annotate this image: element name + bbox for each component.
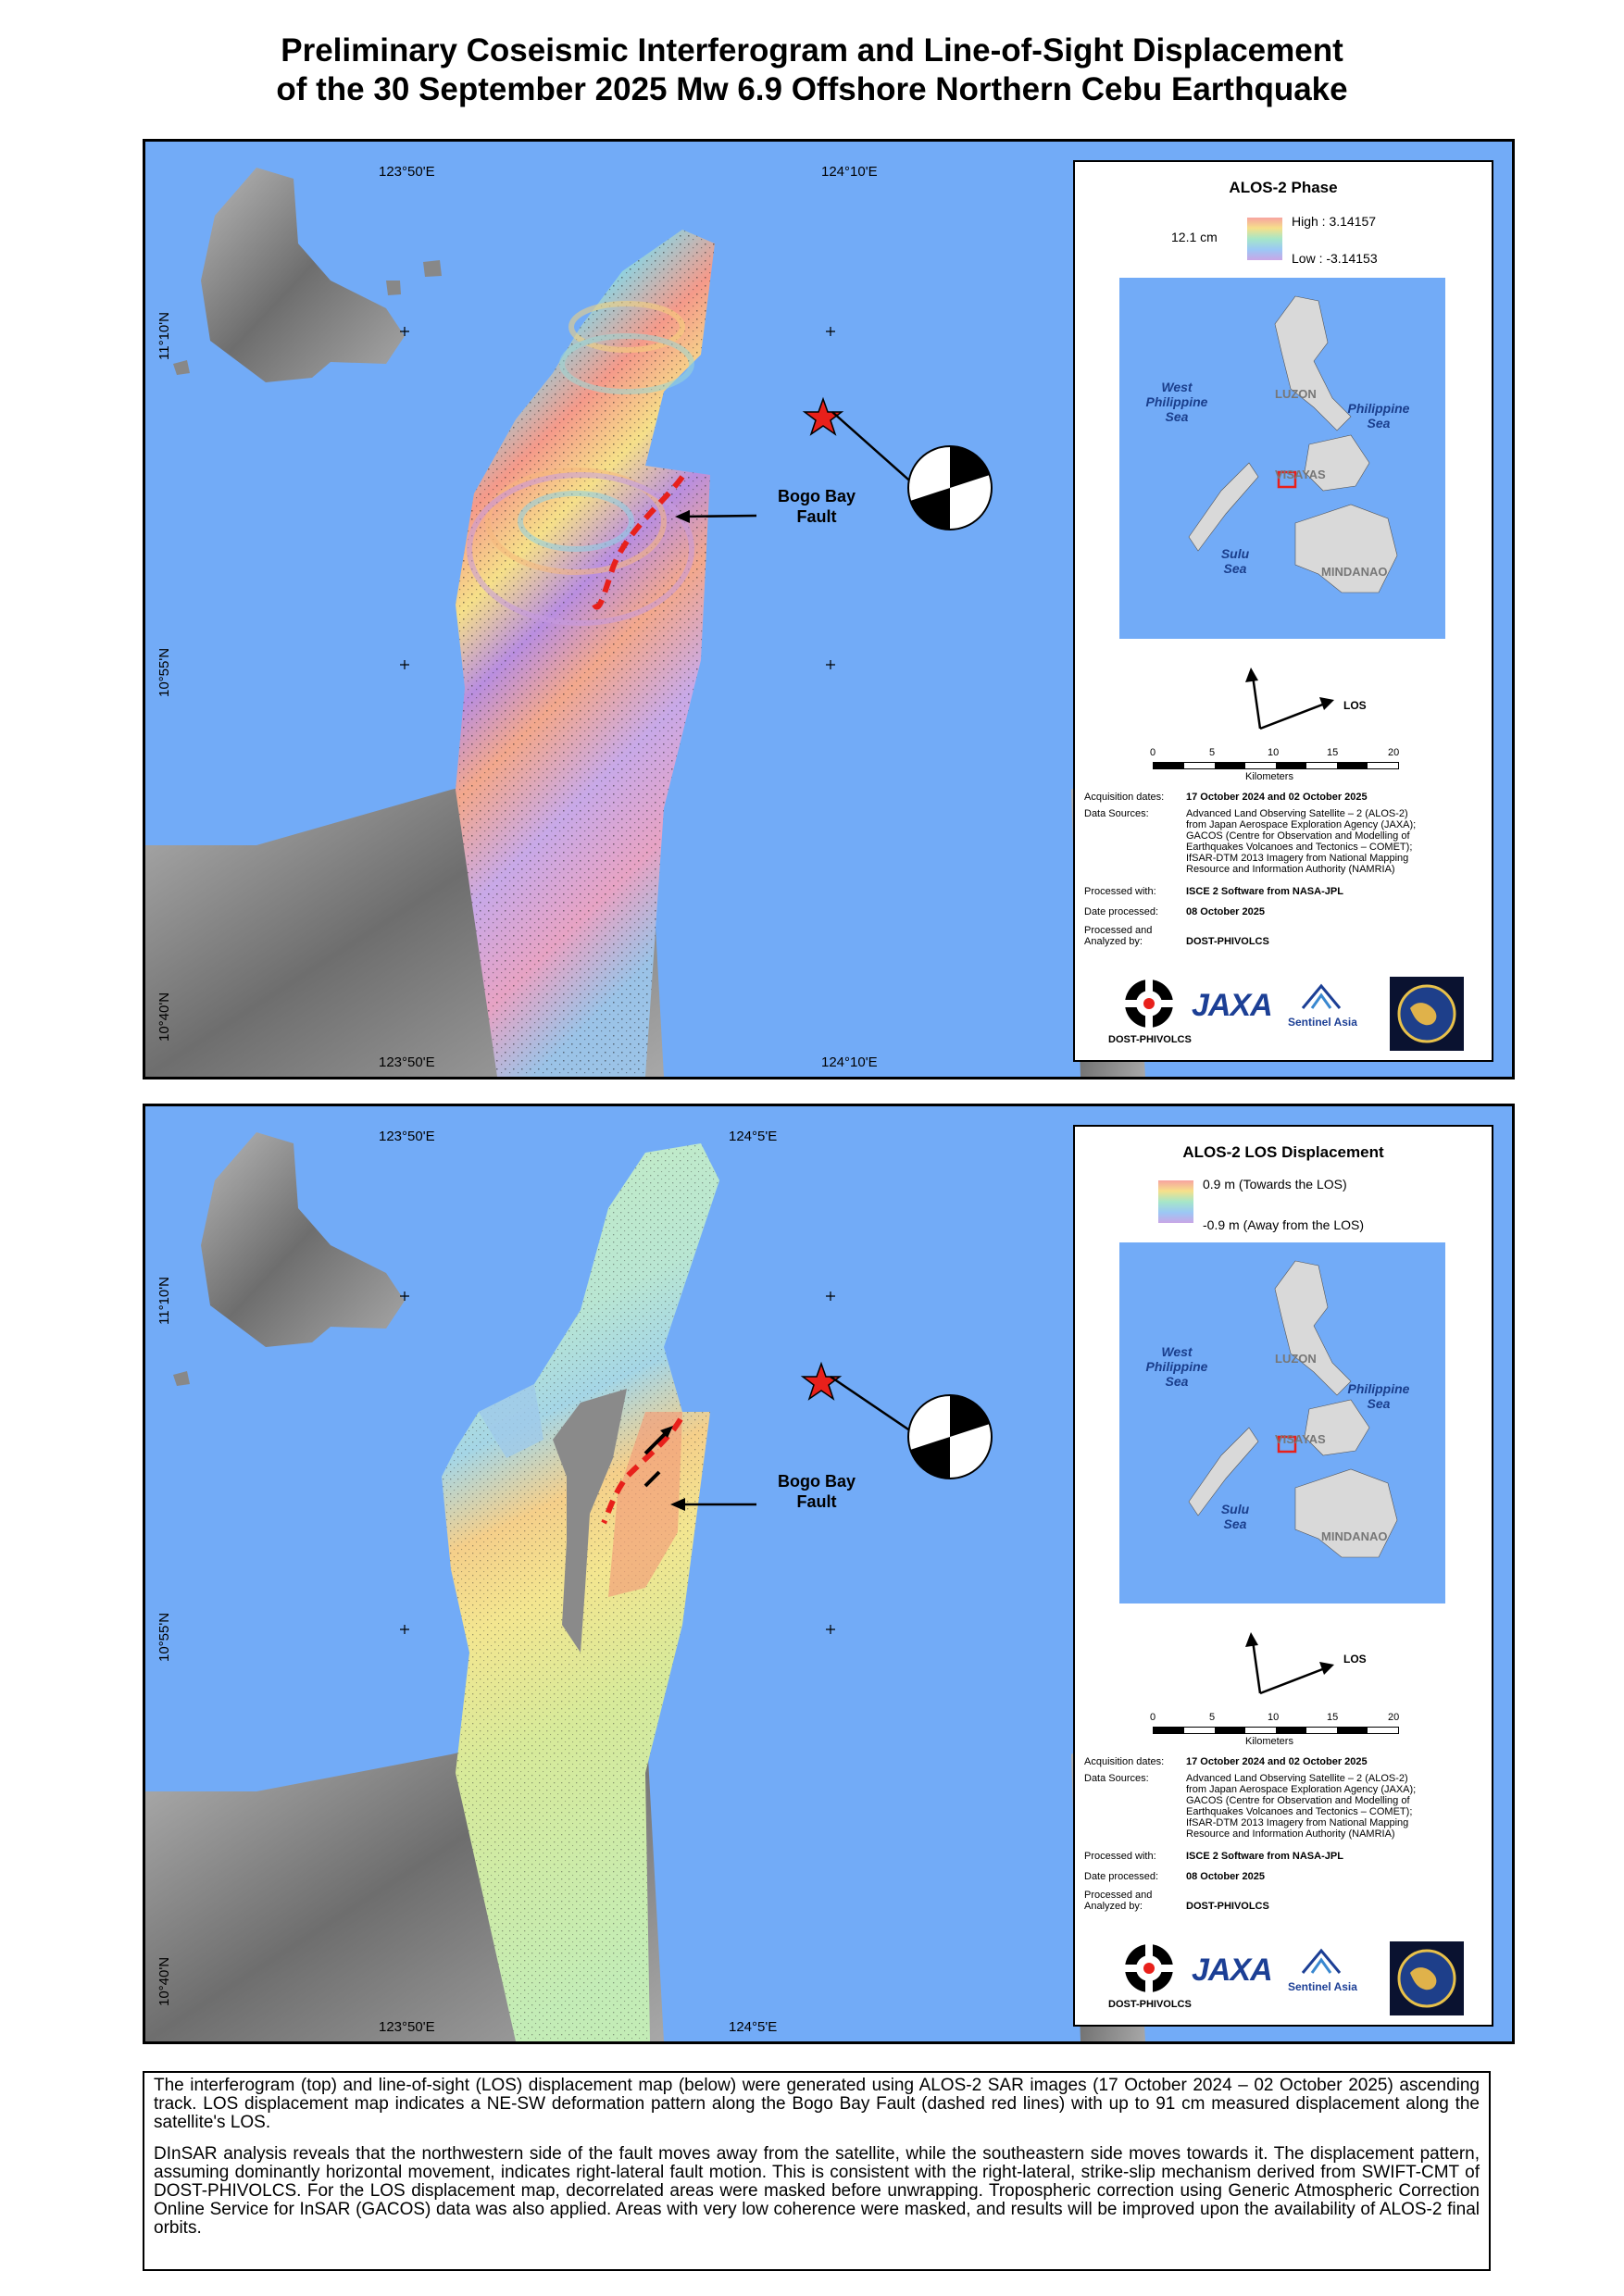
phase-high-label: High : 3.14157 bbox=[1292, 214, 1377, 229]
focal-mechanism-beachball-bottom bbox=[908, 1395, 992, 1479]
sulu-sea-label: Sulu Sea bbox=[1220, 546, 1250, 576]
lon-label-bottom-right-bottom: 124°5'E bbox=[729, 2019, 778, 2035]
lat-label-1-bottom: 11°10'N bbox=[156, 1277, 172, 1325]
visayas-label: VISAYAS bbox=[1275, 468, 1326, 481]
lat-label-1: 11°10'N bbox=[156, 312, 172, 360]
lat-label-2-bottom: 10°55'N bbox=[156, 1612, 172, 1662]
phase-legend bbox=[1073, 160, 1493, 1062]
phase-low-label: Low : -3.14153 bbox=[1292, 251, 1378, 266]
legend-title: ALOS-2 Phase bbox=[1229, 179, 1338, 196]
los-low-label: -0.9 m (Away from the LOS) bbox=[1203, 1217, 1365, 1232]
description-paragraph-2: DInSAR analysis reveals that the northwestern side of the fault moves away from the satellite, while the southeastern side moves towards it. The displacement pattern, assuming dominantly horizontal movement, indicates right-lateral fault motion. This is consistent with the right-lateral, strike-slip mechanism derived from SWIFT-CMT of DOST-PHIVOLCS. For the LOS displacement map, decorrelated areas were masked before unwrapping. Tropospheric correction using Generic Atmospheric Correction Online Service for InSAR (GACOS) data was also applied. Areas with very low coherence were masked, and results will be improved upon the availability of ALOS-2 final orbits. bbox=[154, 2144, 1480, 2238]
lon-label-bottom-right: 124°10'E bbox=[821, 1054, 878, 1070]
epicenter-star-bottom bbox=[803, 1364, 840, 1399]
legend-title-bottom: ALOS-2 LOS Displacement bbox=[1182, 1143, 1384, 1161]
metadata-block: Acquisition dates: 17 October 2024 and 02 October 2025 Data Sources: Advanced Land Observing Satellite – 2 (ALOS-2) from Japan Aerospace Exploration Agency (JAXA); GACOS (Centre for Observation and Modelling of Earthquakes Volcanoes and Tectonics – COMET); IfSAR-DTM 2013 Imagery from National Mapping Resource and Information Authority (NAMRIA) Processed with: ISCE 2 Software from NASA-JPL Date processed: 08 October 2025 Processed and Analyzed by: DOST-PHIVOLCS bbox=[1084, 792, 1417, 947]
los-direction-arrow bbox=[1232, 662, 1353, 731]
logo-row-bottom: DOST-PHIVOLCS JAXA Sentinel Asia bbox=[1084, 1941, 1482, 2020]
lat-label-3-bottom: 10°40'N bbox=[156, 1956, 172, 2006]
displacement-legend: ALOS-2 LOS Displacement 0.9 m (Towards the LOS) -0.9 m (Away from the LOS) West Philippine Sea Philippine Sea Sulu Sea LUZON VISAYAS MINDANAO LOS 0 5 10 15 20 Kilometers Acquisition dates: 17 October 2024 and 02 October 2025 Data Sources: Advanced Land Observing Satellite – 2 (ALOS-2) from Japan Aerospace Exploration Agency (JAXA); GACOS (Centre for Observation and Modelling of Earthquakes Volcanoes and Tectonics – COMET); IfSAR-DTM 2013 Imagery from National Mapping Resource and Information Authority (NAMRIA) Processed with: ISCE 2 Software from NASA-JPL Date processed: 08 October 2025 Processed and Analyzed by: DOST-PHIVOLCS DOST-PHIVOLCS JAXA Sentinel Asia bbox=[1073, 1125, 1493, 2027]
mindanao-island bbox=[1295, 505, 1397, 593]
luzon-label: LUZON bbox=[1275, 387, 1317, 401]
title-line-2: of the 30 September 2025 Mw 6.9 Offshore Northern Cebu Earthquake bbox=[276, 71, 1348, 107]
lon-label-top-right: 124°10'E bbox=[821, 164, 878, 180]
philippines-inset-map-bottom: West Philippine Sea Philippine Sea Sulu Sea LUZON VISAYAS MINDANAO bbox=[1119, 1242, 1445, 1603]
fault-label: Bogo Bay Fault bbox=[777, 487, 856, 526]
focal-mechanism-beachball bbox=[908, 446, 992, 530]
los-high-label: 0.9 m (Towards the LOS) bbox=[1203, 1177, 1347, 1192]
sentinel-asia-logo-text: Sentinel Asia bbox=[1288, 1016, 1357, 1029]
philippine-sea-label: Philippine Sea bbox=[1347, 401, 1410, 430]
lon-label-top-right-bottom: 124°5'E bbox=[729, 1129, 778, 1144]
description-box bbox=[143, 2071, 1491, 2271]
los-color-ramp bbox=[1158, 1180, 1193, 1223]
phase-color-ramp bbox=[1247, 218, 1282, 260]
sentinel-asia-logo-icon bbox=[1299, 982, 1345, 1012]
philippines-inset-map bbox=[1119, 278, 1445, 639]
lon-label-top-left: 123°50'E bbox=[379, 164, 435, 180]
lat-label-2: 10°55'N bbox=[156, 647, 172, 697]
jaxa-logo: JAXA bbox=[1192, 988, 1272, 1023]
scalebar-bottom: 0 5 10 15 20 Kilometers bbox=[1150, 1712, 1400, 1747]
phivolcs-logo-text: DOST-PHIVOLCS bbox=[1108, 1034, 1192, 1045]
lon-label-top-left-bottom: 123°50'E bbox=[379, 1129, 435, 1144]
lon-label-bottom-left-bottom: 123°50'E bbox=[379, 2019, 435, 2035]
los-displacement-panel bbox=[143, 1104, 1515, 2044]
phivolcs-logo-icon bbox=[1121, 977, 1177, 1030]
fault-label-bottom: Bogo Bay Fault bbox=[777, 1472, 856, 1511]
title-line-1: Preliminary Coseismic Interferogram and Line-of-Sight Displacement bbox=[281, 32, 1343, 69]
page-title bbox=[0, 31, 1624, 109]
lon-label-bottom-left: 123°50'E bbox=[379, 1054, 435, 1070]
interferogram-panel bbox=[143, 139, 1515, 1079]
lat-label-3: 10°40'N bbox=[156, 992, 172, 1042]
phivolcs-logo-icon bbox=[1121, 1941, 1177, 1995]
west-philippine-sea-label: West Philippine Sea bbox=[1145, 380, 1208, 424]
mindanao-label: MINDANAO bbox=[1321, 565, 1388, 579]
logo-row bbox=[1084, 977, 1482, 1055]
luzon-island bbox=[1275, 296, 1351, 430]
scalebar: 0 5 10 15 20 Kilometers bbox=[1150, 747, 1400, 782]
los-direction-arrow-bottom bbox=[1232, 1627, 1353, 1696]
jaxa-logo: JAXA bbox=[1192, 1953, 1272, 1988]
sentinel-asia-logo-icon bbox=[1299, 1947, 1345, 1977]
los-label: LOS bbox=[1343, 699, 1367, 712]
description-paragraph-1: The interferogram (top) and line-of-sight (LOS) displacement map (below) were generated using ALOS-2 SAR images (17 October 2024 – 02 October 2025) ascending track. LOS displacement map indicates a NE-SW deformation pattern along the Bogo Bay Fault (dashed red lines) with up to 91 cm measured displacement along the satellite's LOS. bbox=[154, 2076, 1480, 2132]
leyte-west-island bbox=[201, 168, 405, 382]
metadata-block-bottom: Acquisition dates: 17 October 2024 and 02 October 2025 Data Sources: Advanced Land Observing Satellite – 2 (ALOS-2) from Japan Aerospace Exploration Agency (JAXA); GACOS (Centre for Observation and Modelling of Earthquakes Volcanoes and Tectonics – COMET); IfSAR-DTM 2013 Imagery from National Mapping Resource and Information Authority (NAMRIA) Processed with: ISCE 2 Software from NASA-JPL Date processed: 08 October 2025 Processed and Analyzed by: DOST-PHIVOLCS bbox=[1084, 1756, 1417, 1912]
nasa-globe-logo-icon bbox=[1390, 1941, 1464, 2015]
nasa-globe-logo-icon bbox=[1390, 977, 1464, 1051]
phase-scale-value: 12.1 cm bbox=[1171, 230, 1218, 244]
